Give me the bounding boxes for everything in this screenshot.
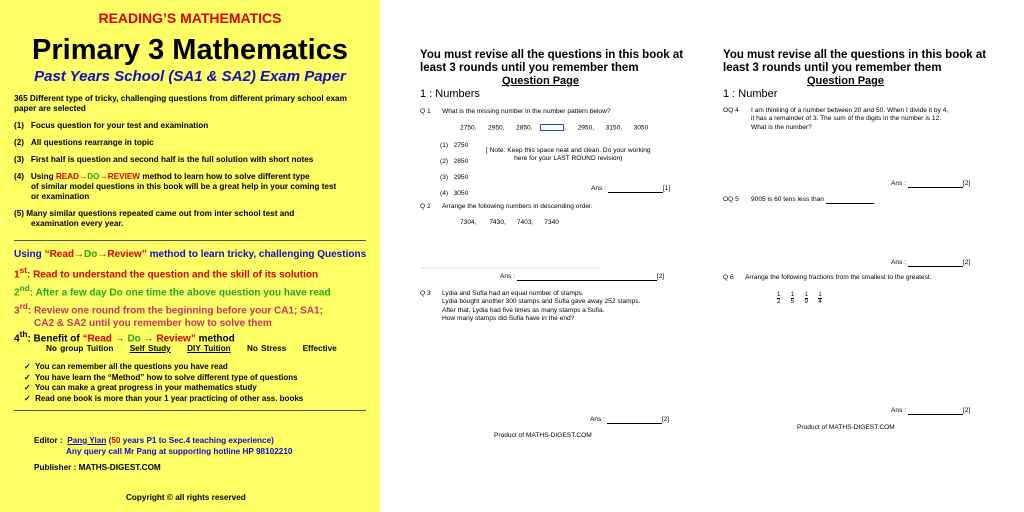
page2-footer: Product of MATHS-DIGEST.COM [797, 424, 895, 431]
fraction: $\frac{1}{2}$ [777, 292, 781, 305]
benefit-tags: No group Tuition Self Study DIY Tuition No Stress Effective [46, 344, 337, 353]
check-item: ✓ You can make a great progress in your mathematics study [24, 383, 257, 392]
q1-text: What is the missing number in the number pattern below? [442, 108, 611, 115]
check-item: ✓ You have learn the “Method” how to solve different type of questions [24, 372, 298, 382]
benefit-heading: 4th: Benefit of “Read → Do → Review” method [14, 329, 235, 345]
point-1: (1) Focus question for your test and examination [14, 121, 209, 130]
section-title: 1 : Number [723, 88, 778, 100]
check-icon: ✓ [24, 383, 31, 392]
step-3: 3rd: Review one round from the beginning before your CA1; SA1; CA2 & SA2 until you remember how to solve them [14, 301, 323, 330]
check-icon: ✓ [24, 372, 31, 382]
q3-text: Lydia and Sufia had an equal number of stamps. Lydia bought another 300 stamps and Sufia gave away 252 stamps. After that, Lydia had five times as many stamps a Sufia. How many stamps did Sufia have in the end? [442, 290, 641, 323]
copyright: Copyright © all rights reserved [126, 493, 246, 502]
question-page-1 [380, 0, 695, 512]
q3-answer: Ans : [2] [590, 416, 670, 423]
divider [14, 410, 366, 411]
option: (4) 3050 [440, 190, 469, 197]
q1-sequence: 2750, 2950, 2850, , 2950, 3150, 3050 [460, 124, 649, 132]
q2-text: Arrange the following numbers in descending order. [442, 203, 593, 210]
check-icon: ✓ [24, 393, 31, 403]
fraction: $\frac{1}{5}$ [790, 292, 795, 305]
point-4: (4) Using READ→DO→REVIEW method to learn how to solve different type of similar model questions in this book will be a great help in your coming test or examination [14, 172, 337, 201]
q4-answer: Ans : [2] [891, 180, 971, 187]
option: (3) 2950 [440, 174, 469, 181]
method-heading: Using “Read→Do→Review” method to learn tricky, challenging Questions [14, 249, 367, 260]
blank-box[interactable] [540, 124, 564, 131]
q2-numbers: 7304, 7430, 7403, 7340 [460, 219, 559, 226]
question-page-2 [695, 0, 1024, 512]
question-page-label: Question Page [502, 75, 580, 87]
publisher: Publisher : MATHS-DIGEST.COM [34, 463, 161, 472]
revision-header: You must revise all the questions in this book at least 3 rounds until you remember them [420, 49, 684, 74]
divider [14, 240, 366, 241]
option: (1) 2750 [440, 142, 469, 149]
q6-number: Q 6 [723, 274, 734, 281]
fraction: $\frac{1}{4}$ [818, 292, 822, 305]
q6-text: Arrange the following fractions from the smallest to the greatest. [745, 274, 932, 281]
fraction: $\frac{1}{9}$ [804, 292, 808, 305]
point-3: (3) First half is question and second half is the full solution with short notes [14, 155, 314, 164]
check-item: ✓ You can remember all the questions you have read [24, 362, 228, 371]
bleed-through: ▁▁▁▁▁▁▁▁▁▁▁▁▁▁▁▁▁▁▁▁▁▁▁▁▁▁▁▁▁▁▁▁▁▁▁▁ [420, 262, 600, 269]
question-page-label: Question Page [807, 75, 885, 87]
page1-footer: Product of MATHS-DIGEST.COM [494, 432, 592, 439]
q5-number: OQ 5 [723, 196, 739, 203]
hotline: Any query call Mr Pang at supporting hotline HP 98102210 [66, 447, 293, 456]
q6-fractions [777, 290, 828, 308]
q6-answer: Ans : [2] [891, 407, 971, 414]
q3-number: Q 3 [420, 290, 431, 297]
q1-number: Q 1 [420, 108, 431, 115]
point-5: (5) Many similar questions repeated came out from inter school test and examination every year. [14, 209, 295, 228]
editor-line: Editor : Pang Yian (50 years P1 to Sec.4 teaching experience) [34, 436, 274, 445]
check-item: ✓ Read one book is more than your 1 year practicing of other ass. books [24, 393, 304, 403]
q5-answer: Ans : [2] [891, 259, 971, 266]
q1-options [440, 138, 468, 202]
step-2: 2nd: After a few day Do one time the above question you have read [14, 283, 331, 299]
q2-answer: Ans : [2] [500, 273, 665, 280]
intro-text: 365 Different type of tricky, challenging questions from different primary school exam paper are selected [14, 94, 347, 113]
brand-heading: READING’S MATHEMATICS [98, 10, 282, 26]
q4-number: OQ 4 [723, 107, 739, 114]
q4-text: I am thinking of a number between 20 and 50. When I divide it by 4, it has a remainder of 3. The sum of the digits in the number is 12. What is the number? [751, 107, 949, 131]
option: (2) 2850 [440, 158, 469, 165]
revision-header: You must revise all the questions in this book at least 3 rounds until you remember them [723, 49, 987, 74]
point-2: (2) All questions rearrange in topic [14, 138, 154, 147]
cover-panel [0, 0, 380, 512]
section-title: 1 : Numbers [420, 88, 480, 100]
q5-text: 9005 is 60 tens less than [751, 196, 874, 204]
step-1: 1st: Read to understand the question and the skill of its solution [14, 265, 319, 281]
q1-answer: Ans : [1] [591, 185, 671, 192]
book-subtitle: Past Years School (SA1 & SA2) Exam Paper [34, 68, 346, 85]
working-note: [ Note: Keep this space neat and clean. Do your working here for your LAST ROUND revision) [486, 147, 651, 163]
q2-number: Q 2 [420, 203, 431, 210]
book-title: Primary 3 Mathematics [32, 34, 348, 66]
check-icon: ✓ [24, 362, 31, 371]
checklist [24, 362, 303, 404]
